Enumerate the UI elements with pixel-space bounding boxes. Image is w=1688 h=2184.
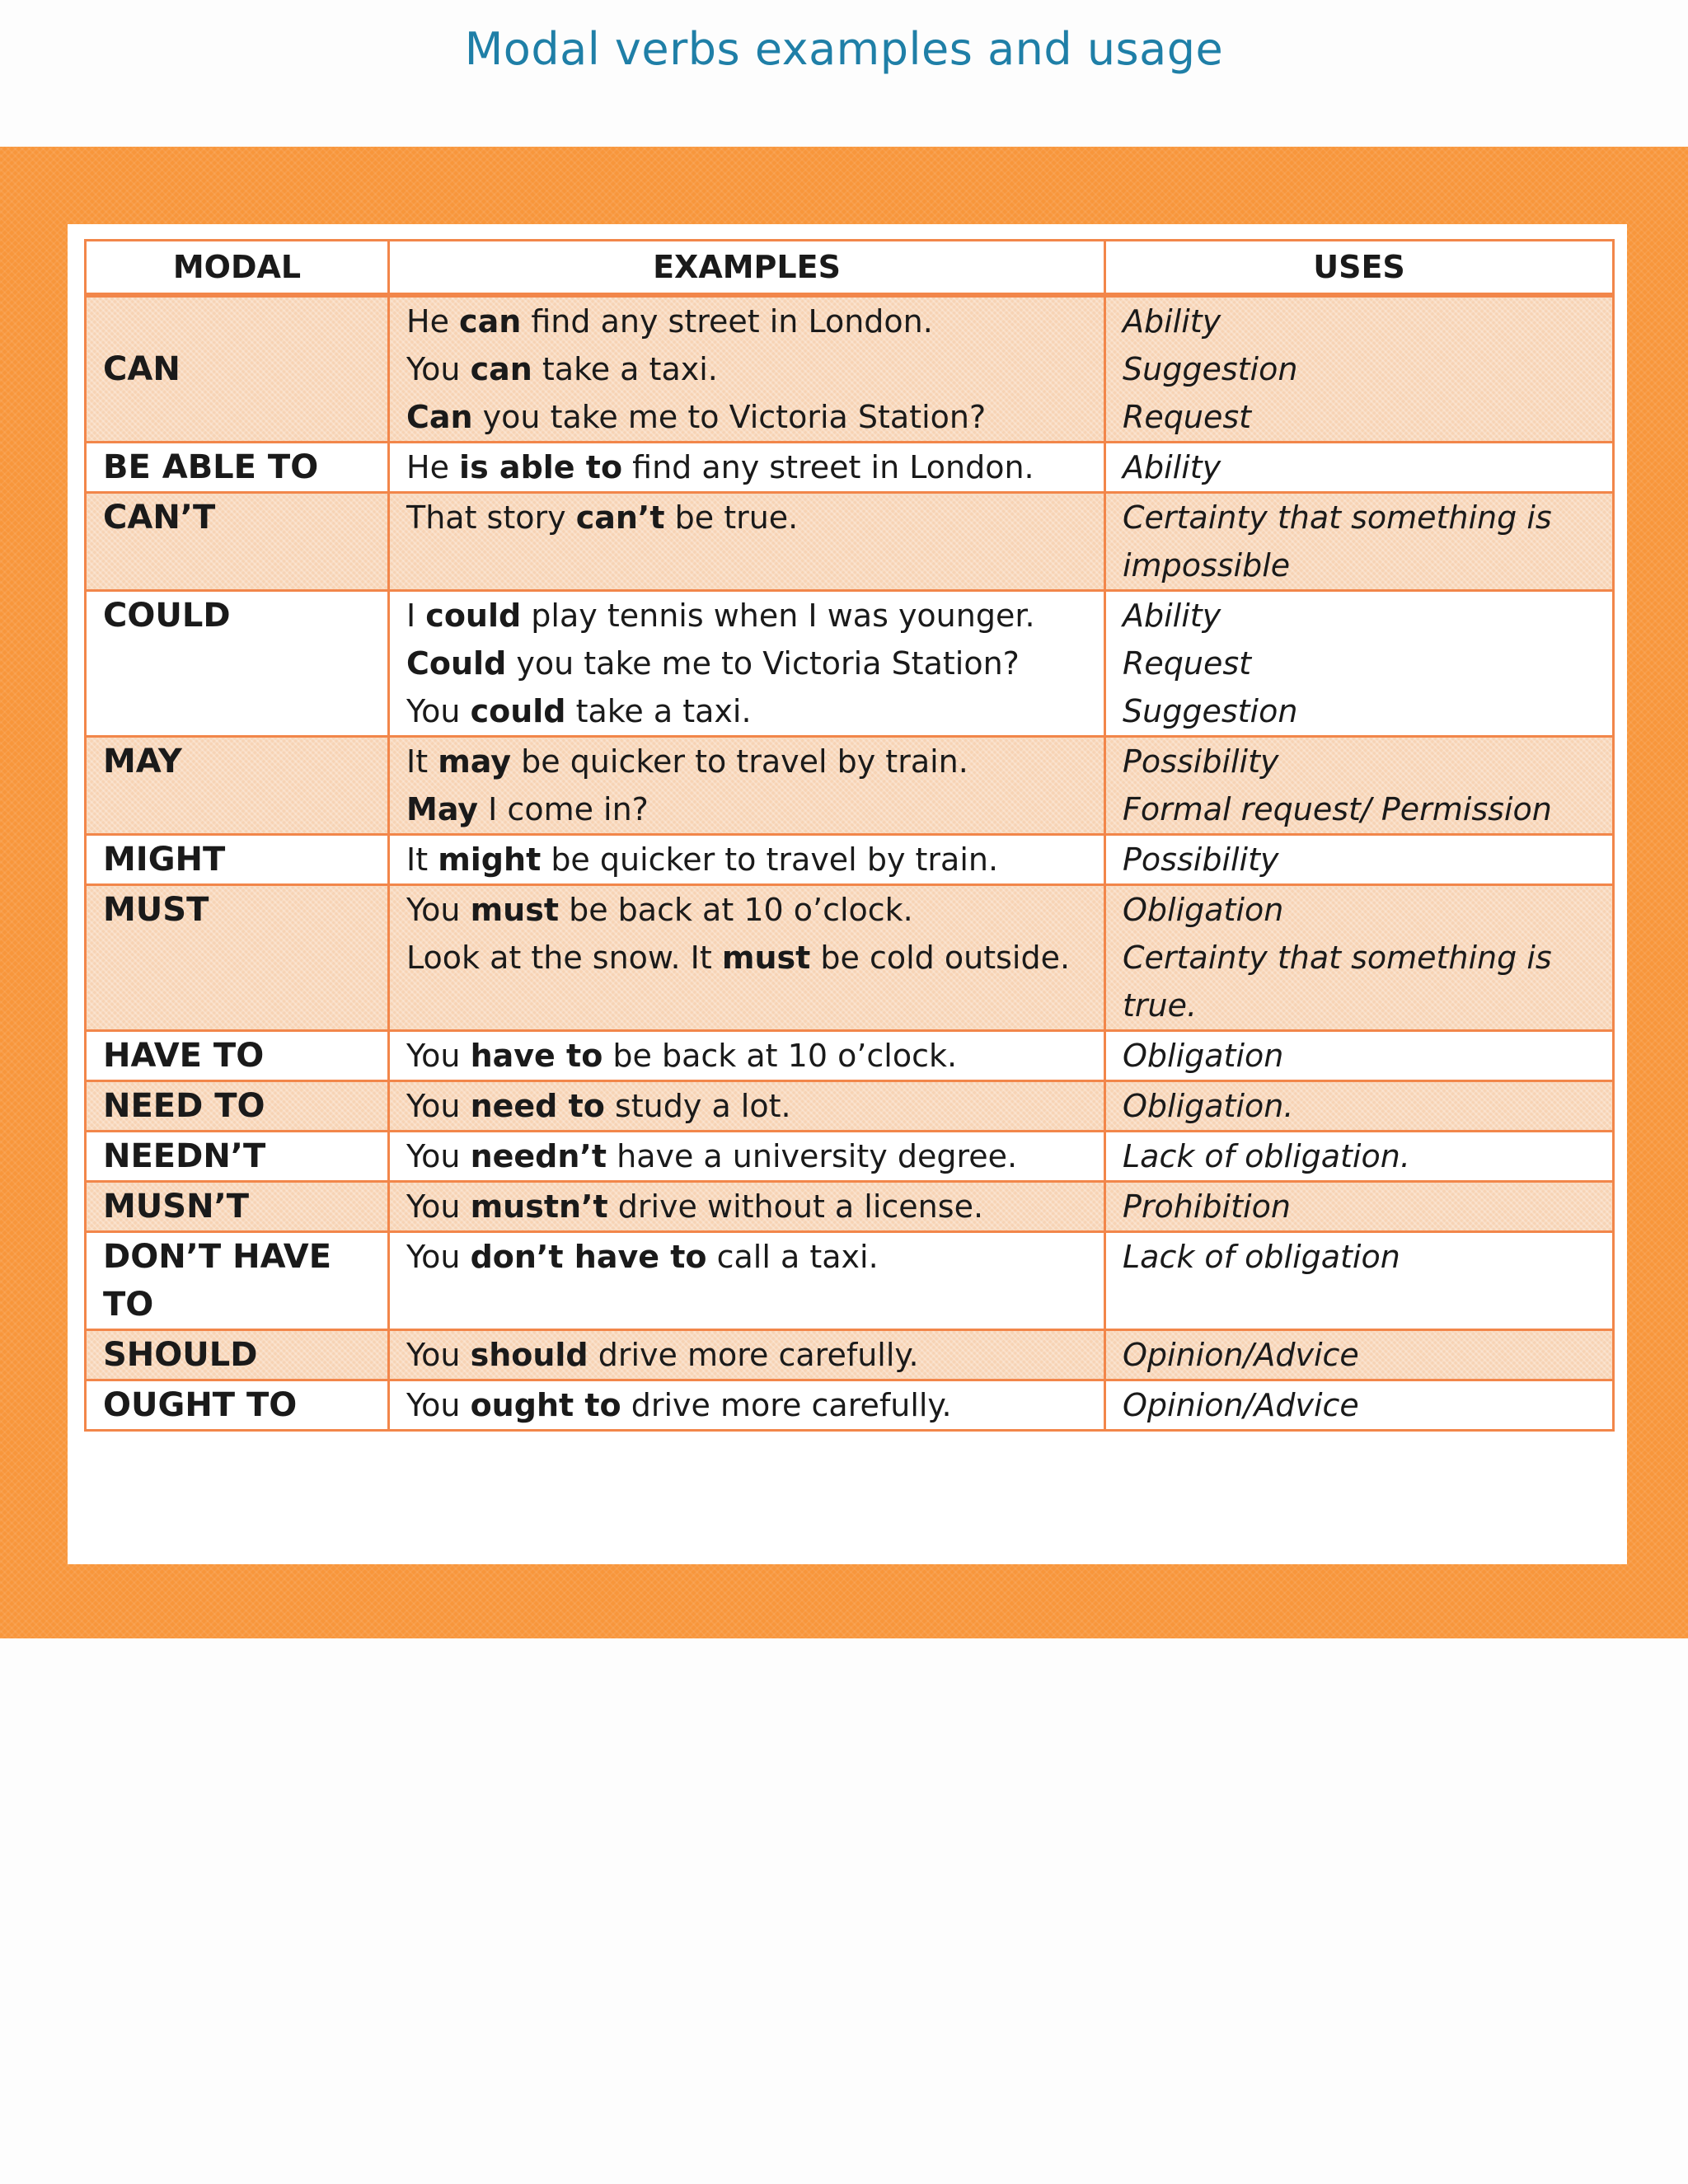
modal-cell: NEEDN’T [86,1132,389,1182]
table-body [86,295,1614,1431]
use-label: Opinion/Advice [1123,1337,1359,1373]
example-text: you take me to Victoria Station? [506,645,1020,682]
examples-cell [389,1081,1105,1132]
example-text: I come in? [478,791,649,827]
example-sentence [406,687,1087,735]
modal-verb-highlight: could [470,693,566,729]
modal-verb-highlight: need to [470,1088,605,1124]
use-label: Prohibition [1123,1188,1291,1225]
modal-verb-highlight: Could [406,645,507,682]
modal-verb-highlight: may [438,743,512,780]
modal-verb-highlight: could [425,598,522,634]
uses-cell [1105,443,1614,493]
use-label: Suggestion [1123,693,1298,729]
modal-verb-highlight: May [406,791,479,827]
uses-cell [1105,1182,1614,1232]
example-sentence [406,494,1087,541]
modal-cell: MAY [86,737,389,835]
example-text: It [406,743,438,780]
modal-verb-highlight: ought to [470,1387,621,1423]
use-label: Certainty that something is impossible [1123,499,1552,583]
example-sentence [406,886,1087,934]
example-text: be quicker to travel by train. [541,841,999,878]
table-row [86,737,1614,835]
uses-cell [1105,1132,1614,1182]
modal-verb-highlight: can’t [575,499,665,536]
header-modal: MODAL [86,241,389,296]
examples-cell [389,1182,1105,1232]
example-text: drive more carefully. [588,1337,919,1373]
table-row [86,1182,1614,1232]
use-label: Ability [1123,598,1221,634]
example-text: be back at 10 o’clock. [603,1038,958,1074]
example-text: You [406,1239,471,1275]
uses-cell [1105,1232,1614,1330]
table-row [86,1031,1614,1081]
example-sentence [406,836,1087,883]
modal-verb-highlight: must [721,940,811,976]
use-label: Lack of obligation [1123,1239,1400,1275]
example-text: You [406,1387,471,1423]
use-label: Possibility [1123,743,1279,780]
example-text: I [406,598,426,634]
modal-verb-highlight: must [470,892,560,928]
uses-cell [1105,885,1614,1031]
example-sentence [406,1132,1087,1180]
example-sentence [406,1381,1087,1429]
example-sentence [406,738,1087,785]
example-text: study a lot. [604,1088,791,1124]
examples-cell [389,835,1105,885]
example-text: You [406,1188,471,1225]
example-sentence [406,1233,1087,1281]
examples-cell [389,443,1105,493]
modal-cell: DON’T HAVE TO [86,1232,389,1330]
page-title: Modal verbs examples and usage [464,23,1224,75]
modal-verb-highlight: don’t have to [470,1239,707,1275]
header-uses: USES [1105,241,1614,296]
modal-verb-highlight: can [470,351,532,387]
uses-cell [1105,737,1614,835]
examples-cell [389,493,1105,591]
examples-cell [389,885,1105,1031]
uses-cell [1105,1380,1614,1431]
use-label: Request [1123,645,1252,682]
modal-verb-highlight: is able to [459,449,623,485]
modal-cell: COULD [86,591,389,737]
example-text: be back at 10 o’clock. [559,892,913,928]
example-text: call a taxi. [706,1239,879,1275]
modal-cell: HAVE TO [86,1031,389,1081]
example-sentence [406,1082,1087,1130]
modal-cell: CAN’T [86,493,389,591]
uses-cell [1105,835,1614,885]
table-row [86,1132,1614,1182]
examples-cell [389,1132,1105,1182]
table-row [86,443,1614,493]
examples-cell [389,1232,1105,1330]
table-row [86,835,1614,885]
example-sentence [406,1032,1087,1080]
use-label: Lack of obligation. [1123,1138,1410,1174]
example-text: you take me to Victoria Station? [472,399,987,435]
use-label: Possibility [1123,841,1279,878]
example-text: You [406,1038,471,1074]
use-label: Formal request/ Permission [1123,791,1552,827]
examples-cell [389,1031,1105,1081]
table-row [86,1081,1614,1132]
table-row [86,591,1614,737]
use-label: Certainty that something is true. [1123,940,1552,1024]
example-text: You [406,1138,471,1174]
modal-cell: CAN [86,295,389,443]
example-text: You [406,1337,471,1373]
modal-verb-highlight: should [470,1337,588,1373]
example-text: drive more carefully. [621,1387,952,1423]
example-text: You [406,351,471,387]
example-sentence [406,592,1087,640]
example-text: be cold outside. [810,940,1071,976]
example-sentence [406,1183,1087,1230]
use-label: Obligation. [1123,1088,1294,1124]
example-text: Look at the snow. It [406,940,722,976]
table-row [86,493,1614,591]
modal-cell: OUGHT TO [86,1380,389,1431]
example-text: be true. [664,499,799,536]
modal-cell: MUST [86,885,389,1031]
example-text: He [406,303,460,340]
uses-cell [1105,1031,1614,1081]
modal-verb-highlight: needn’t [470,1138,607,1174]
uses-cell [1105,1081,1614,1132]
example-text: take a taxi. [532,351,718,387]
modal-verbs-table [84,239,1615,1432]
example-sentence [406,298,1087,345]
example-text: play tennis when I was younger. [521,598,1035,634]
example-text: It [406,841,438,878]
use-label: Request [1123,399,1252,435]
modal-verb-highlight: can [459,303,522,340]
header-examples: EXAMPLES [389,241,1105,296]
modal-cell: MUSN’T [86,1182,389,1232]
example-sentence [406,1331,1087,1379]
example-text: take a taxi. [565,693,752,729]
table-row [86,1380,1614,1431]
modal-cell: BE ABLE TO [86,443,389,493]
use-label: Opinion/Advice [1123,1387,1359,1423]
example-sentence [406,393,1087,441]
examples-cell [389,591,1105,737]
example-sentence [406,345,1087,393]
example-text: You [406,693,471,729]
use-label: Ability [1123,303,1221,340]
example-sentence [406,785,1087,833]
modal-verb-highlight: Can [406,399,473,435]
table-row [86,295,1614,443]
use-label: Obligation [1123,1038,1284,1074]
modal-cell: MIGHT [86,835,389,885]
examples-cell [389,1330,1105,1380]
examples-cell [389,737,1105,835]
modal-verb-highlight: might [438,841,542,878]
example-sentence [406,443,1087,491]
example-text: find any street in London. [622,449,1034,485]
example-text: have a university degree. [607,1138,1018,1174]
modal-verb-highlight: mustn’t [470,1188,608,1225]
example-text: find any street in London. [521,303,933,340]
table-row [86,1330,1614,1380]
example-text: That story [406,499,576,536]
uses-cell [1105,1330,1614,1380]
use-label: Ability [1123,449,1221,485]
uses-cell [1105,295,1614,443]
table-header-row [86,241,1614,296]
modal-verb-highlight: have to [470,1038,603,1074]
use-label: Obligation [1123,892,1284,928]
example-text: be quicker to travel by train. [511,743,968,780]
example-sentence [406,640,1087,687]
table-row [86,1232,1614,1330]
table-row [86,885,1614,1031]
example-text: You [406,1088,471,1124]
example-text: He [406,449,460,485]
modal-cell: NEED TO [86,1081,389,1132]
modal-cell: SHOULD [86,1330,389,1380]
example-text: You [406,892,471,928]
example-sentence [406,934,1087,982]
uses-cell [1105,591,1614,737]
examples-cell [389,295,1105,443]
example-text: drive without a license. [607,1188,984,1225]
uses-cell [1105,493,1614,591]
use-label: Suggestion [1123,351,1298,387]
examples-cell [389,1380,1105,1431]
